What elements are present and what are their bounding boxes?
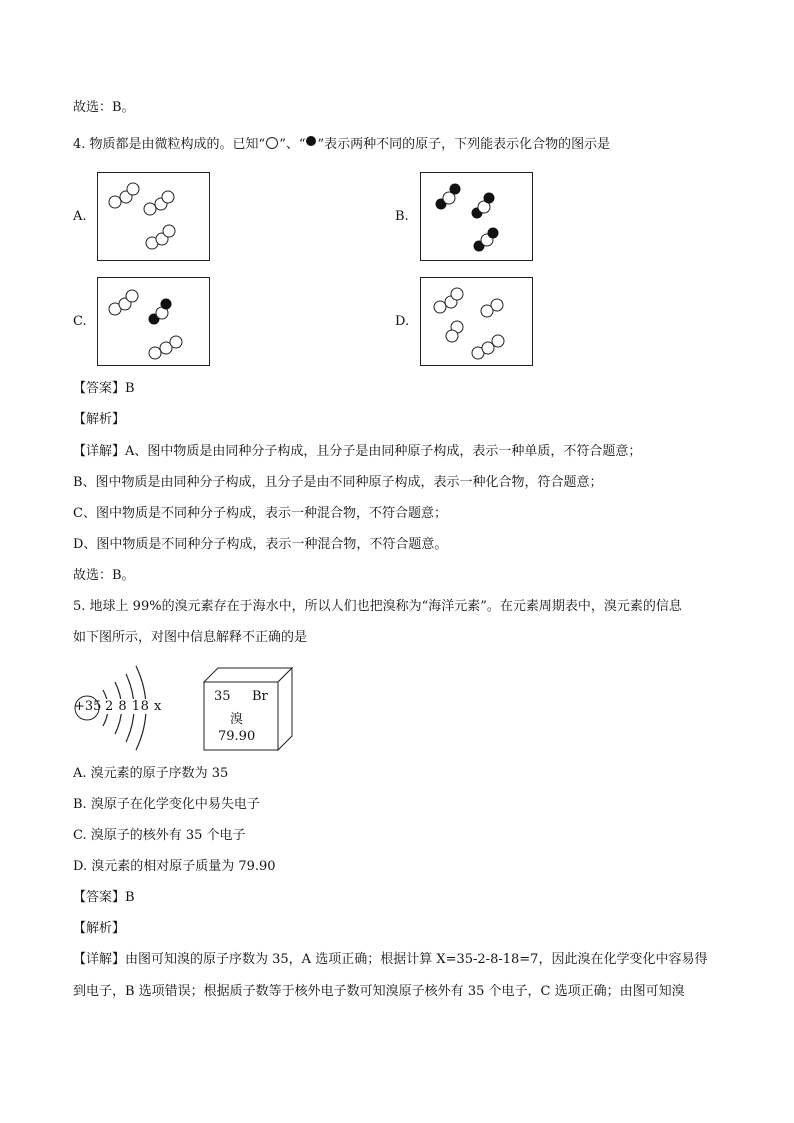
q5-detail-2: 到电子，B 选项错误；根据质子数等于核外电子数可知溴原子核外有 35 个电子，C 选项正确；由图可知溴 [73,984,685,999]
q4-answer-line: 故选：B。 [73,568,135,583]
white-atom [126,290,138,302]
white-atom-icon [265,136,279,150]
q4-stem [73,135,610,154]
q4-option-c-diagram[interactable] [97,277,210,366]
q4-stem-part-a: 4. 物质都是由微粒构成的。已知“ [73,137,266,152]
q5-choice-d[interactable]: D. 溴元素的相对原子质量为 79.90 [73,859,276,874]
q3-answer-line: 故选：B。 [73,100,135,115]
white-atom [144,203,156,215]
q4-option-d-label[interactable]: D. [395,314,410,329]
black-atom [484,193,494,203]
black-atom [161,299,171,309]
white-atom [170,336,182,348]
nucleus-charge: +35 [74,699,102,714]
q4-option-c-label[interactable]: C. [73,314,87,329]
q5-analysis-title: 【解析】 [73,921,126,936]
q4-option-a-label[interactable]: A. [73,209,87,224]
element-atomic-mass: 79.90 [218,729,256,744]
white-atom [149,347,161,359]
q5-answer: 【答案】B [73,890,135,905]
q4-option-c-particles [98,278,209,365]
element-name: 溴 [230,712,244,727]
black-atom [488,228,498,238]
element-symbol: Br [252,689,268,704]
q4-option-b-particles [421,173,532,260]
white-atom [491,299,503,311]
q4-answer: 【答案】B [73,381,135,396]
q4-analysis-title: 【解析】 [73,412,126,427]
q4-option-a-particles [98,173,209,260]
white-atom [434,301,446,313]
element-atomic-number: 35 [214,689,231,704]
white-atom [451,288,463,300]
q4-stem-part-b: ”、“ [279,137,306,152]
white-atom [492,335,504,347]
q4-option-a-diagram[interactable] [97,172,210,261]
black-atom-icon [305,135,317,149]
q4-stem-part-c: ”表示两种不同的原子，下列能表示化合物的图示是 [317,137,611,152]
white-atom [109,196,121,208]
q5-stem-line-2: 如下图所示，对图中信息解释不正确的是 [73,630,308,645]
q4-detail-1: 【详解】A、图中物质是由同种分子构成，且分子是由同种原子构成，表示一种单质，不符合题意； [73,444,642,459]
q4-option-d-diagram[interactable] [420,277,533,366]
white-atom [127,183,139,195]
q4-detail-2: B、图中物质是由同种分子构成，且分子是由不同种原子构成，表示一种化合物，符合题意； [73,475,603,490]
q5-choice-b[interactable]: B. 溴原子在化学变化中易失电子 [73,797,260,812]
q5-choice-c[interactable]: C. 溴原子的核外有 35 个电子 [73,828,246,843]
q4-option-b-label[interactable]: B. [395,209,409,224]
q5-choice-a[interactable]: A. 溴元素的原子序数为 35 [73,766,229,781]
q4-detail-4: D、图中物质是不同种分子构成，表示一种混合物，不符合题意。 [73,537,448,552]
q4-option-b-diagram[interactable] [420,172,533,261]
q4-detail-3: C、图中物质是不同种分子构成，表示一种混合物，不符合题意； [73,506,447,521]
q5-stem-line-1: 5. 地球上 99%的溴元素存在于海水中，所以人们也把溴称为“海洋元素”。在元素周期表中，溴元素的信息 [73,599,682,614]
black-atom [450,184,460,194]
q5-detail-1: 【详解】由图可知溴的原子序数为 35，A 选项正确；根据计算 X=35-2-8-18=7，因此溴在化学变化中容易得 [73,952,708,967]
q4-option-d-particles [421,278,532,365]
bromine-atom-structure-diagram [70,660,180,755]
white-atom [446,330,458,342]
electron-shells: 2 8 18 x [105,699,162,714]
white-atom [163,225,175,237]
bromine-element-card [196,662,306,757]
white-atom [162,191,174,203]
